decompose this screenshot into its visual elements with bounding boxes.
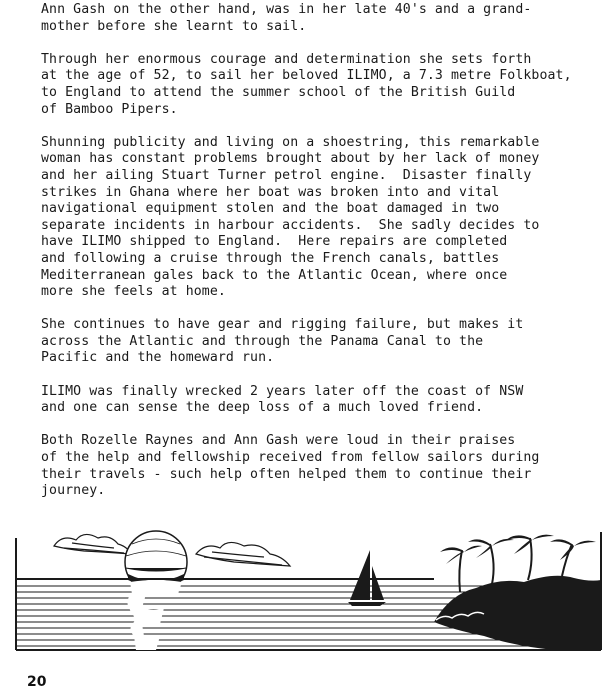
text-line: of the help and fellowship received from fellow sailors during bbox=[41, 450, 540, 466]
text-line: navigational equipment stolen and the boat damaged in two bbox=[41, 201, 500, 217]
text-line: to England to attend the summer school of the British Guild bbox=[41, 84, 516, 100]
text-line: She continues to have gear and rigging failure, but makes it bbox=[41, 317, 524, 333]
body-text bbox=[41, 2, 581, 516]
text-line: mother before she learnt to sail. bbox=[41, 18, 307, 34]
page-number: 20 bbox=[27, 674, 47, 690]
text-line: Shunning publicity and living on a shoestring, this remarkable bbox=[41, 134, 540, 150]
text-line: and one can sense the deep loss of a much loved friend. bbox=[41, 400, 484, 416]
cloud-right bbox=[196, 542, 290, 566]
text-line: and her ailing Stuart Turner petrol engine. Disaster finally bbox=[41, 167, 532, 183]
text-line: separate incidents in harbour accidents. She sadly decides to bbox=[41, 217, 540, 233]
text-line: Mediterranean gales back to the Atlantic Ocean, where once bbox=[41, 267, 508, 283]
text-line: Through her enormous courage and determination she sets forth bbox=[41, 51, 532, 67]
text-line: Ann Gash on the other hand, was in her late 40's and a grand- bbox=[41, 2, 532, 17]
text-line: their travels - such help often helped them to continue their bbox=[41, 466, 532, 482]
text-line: Both Rozelle Raynes and Ann Gash were loud in their praises bbox=[41, 433, 516, 449]
text-line: across the Atlantic and through the Panama Canal to the bbox=[41, 333, 484, 349]
paragraph-closing bbox=[41, 433, 581, 499]
text-line: Pacific and the homeward run. bbox=[41, 350, 275, 366]
text-line: at the age of 52, to sail her beloved ILIMO, a 7.3 metre Folkboat, bbox=[41, 68, 572, 84]
text-line: ILIMO was finally wrecked 2 years later off the coast of NSW bbox=[41, 383, 524, 399]
paragraph-atlantic-crossing bbox=[41, 317, 581, 367]
text-line: woman has constant problems brought about by her lack of money bbox=[41, 151, 540, 167]
text-line: strikes in Ghana where her boat was broken into and vital bbox=[41, 184, 500, 200]
text-line: of Bamboo Pipers. bbox=[41, 101, 178, 117]
text-line: have ILIMO shipped to England. Here repairs are completed bbox=[41, 234, 508, 250]
paragraph-ann-gash-intro bbox=[41, 2, 581, 35]
cloud-left bbox=[54, 534, 132, 554]
paragraph-voyage-start bbox=[41, 52, 581, 118]
text-line: more she feels at home. bbox=[41, 284, 226, 300]
seascape-illustration bbox=[14, 524, 604, 652]
paragraph-wreck bbox=[41, 384, 581, 417]
paragraph-hardships bbox=[41, 135, 581, 301]
text-line: and following a cruise through the French canals, battles bbox=[41, 250, 500, 266]
text-line: journey. bbox=[41, 483, 106, 499]
